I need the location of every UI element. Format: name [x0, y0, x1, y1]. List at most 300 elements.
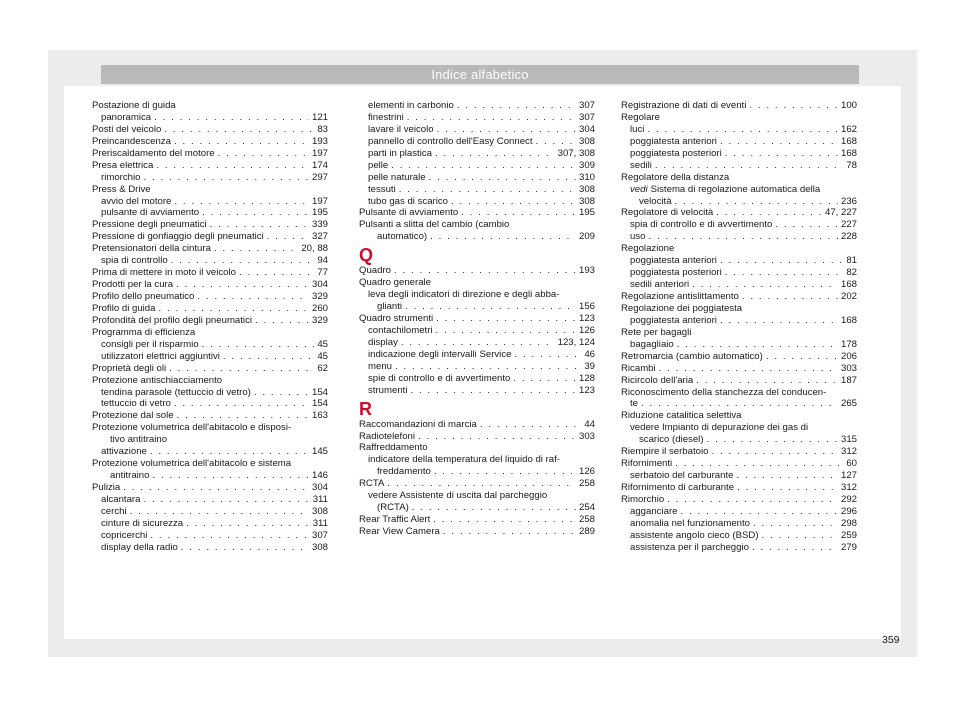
index-term: Rear View Camera — [359, 526, 440, 537]
index-entry — [621, 327, 857, 339]
leader-dots — [395, 361, 581, 373]
index-page-ref: 193 — [578, 265, 595, 277]
index-page-ref: 44 — [584, 418, 595, 430]
index-entry — [621, 410, 857, 422]
index-term: vedere Impianto di depurazione dei gas di — [630, 422, 809, 434]
index-term: Registrazione di dati di eventi — [621, 100, 747, 111]
index-term: Regolatore di velocità — [621, 207, 714, 219]
leader-dots — [181, 542, 309, 554]
index-page-ref: 94 — [317, 255, 328, 267]
index-subentry — [359, 373, 595, 385]
index-term: consigli per il risparmio — [101, 338, 199, 350]
index-subentry — [92, 207, 328, 219]
index-entry — [92, 124, 328, 136]
index-subentry — [359, 502, 595, 514]
index-page-ref: 309 — [578, 159, 595, 171]
index-term: spie di controllo e di avvertimento — [368, 372, 511, 384]
leader-dots — [647, 124, 838, 136]
index-term: lavare il veicolo — [368, 123, 434, 135]
index-subentry — [621, 398, 857, 410]
index-term: indicatore della temperatura del liquido di raf- — [368, 454, 560, 466]
page-header-title: Indice alfabetico — [101, 65, 859, 84]
index-page-ref: 227 — [840, 219, 857, 231]
index-page-ref: 146 — [311, 470, 328, 482]
index-page-ref: 62 — [317, 362, 328, 374]
index-page-ref: 307 — [578, 100, 595, 111]
index-subentry — [359, 361, 595, 373]
index-term: Ricircolo dell'aria — [621, 374, 694, 386]
index-term: alcantara — [101, 493, 141, 505]
leader-dots — [407, 112, 576, 124]
index-entry — [92, 291, 328, 303]
index-subentry — [621, 315, 857, 327]
index-entry — [621, 375, 857, 387]
index-term: poggiatesta anteriori — [630, 135, 717, 147]
index-subentry — [92, 255, 328, 267]
index-subentry — [621, 136, 857, 148]
leader-dots — [436, 325, 576, 337]
index-page-ref: 163 — [311, 410, 328, 422]
index-page-ref: 126 — [578, 324, 595, 336]
index-page-ref: 78 — [846, 159, 857, 171]
leader-dots — [267, 231, 309, 243]
index-subentry — [359, 466, 595, 478]
index-term: automatico) — [377, 231, 428, 243]
leader-dots — [720, 136, 838, 148]
index-term: RCTA — [359, 478, 385, 490]
leader-dots — [736, 470, 838, 482]
index-term: Protezione volumetrica dell'abitacolo e disposi- — [92, 422, 292, 434]
index-subentry — [359, 148, 595, 160]
index-entry — [92, 100, 328, 112]
index-subentry — [621, 279, 857, 291]
index-page-ref: 195 — [578, 207, 595, 219]
index-page-ref: 307 — [311, 529, 328, 541]
index-term: pelle naturale — [368, 171, 426, 183]
index-term: rimorchio — [101, 171, 141, 183]
leader-dots — [412, 502, 576, 514]
index-entry — [359, 514, 595, 526]
index-page-ref: 315 — [840, 434, 857, 446]
index-term: spia di controllo — [101, 255, 168, 267]
index-term: avvio del motore — [101, 195, 172, 207]
index-term: Programma di efficienza — [92, 326, 196, 338]
leader-dots — [197, 291, 309, 303]
leader-dots — [154, 112, 309, 124]
index-term: (RCTA) — [377, 502, 409, 514]
index-page-ref: 307 — [578, 111, 595, 123]
leader-dots — [405, 301, 576, 313]
index-subentry — [359, 231, 595, 243]
index-term: velocità — [639, 195, 672, 207]
index-page-ref: 197 — [311, 195, 328, 207]
index-subentry — [359, 490, 595, 502]
index-term: Profilo di guida — [92, 302, 156, 314]
index-page-ref: 123 — [578, 313, 595, 324]
leader-dots — [186, 518, 310, 530]
index-entry — [621, 112, 857, 124]
index-entry — [621, 446, 857, 458]
index-term: cerchi — [101, 505, 127, 517]
index-term: sedili anteriori — [630, 279, 690, 291]
index-page-ref: 195 — [311, 207, 328, 219]
index-page-ref: 168 — [840, 314, 857, 326]
index-term: tivo antitraino — [110, 434, 168, 446]
index-term: utilizzatori elettrici aggiuntivi — [101, 350, 220, 362]
index-subentry — [359, 184, 595, 196]
index-page-ref: 168 — [840, 135, 857, 147]
index-page-ref: 187 — [840, 374, 857, 386]
index-term: contachilometri — [368, 324, 433, 336]
index-term: parti in plastica — [368, 147, 432, 159]
index-page-ref: 197 — [311, 147, 328, 159]
index-subentry — [621, 184, 857, 196]
index-entry — [621, 303, 857, 315]
index-term: Postazione di guida — [92, 100, 176, 111]
leader-dots — [737, 482, 838, 494]
index-subentry — [92, 470, 328, 482]
index-entry — [92, 243, 328, 255]
index-page-ref: 289 — [578, 526, 595, 537]
index-term: scarico (diesel) — [639, 434, 704, 446]
index-entry — [621, 100, 857, 112]
leader-dots — [210, 219, 309, 231]
index-page-ref: 178 — [840, 338, 857, 350]
index-term: Regolazione antislittamento — [621, 291, 739, 302]
index-entry — [92, 219, 328, 231]
index-entry — [621, 243, 857, 255]
index-term: Regolare — [621, 111, 660, 123]
index-term: sedili — [630, 159, 652, 171]
index-column-2 — [359, 100, 595, 538]
leader-dots — [480, 419, 581, 431]
index-term: Quadro strumenti — [359, 313, 434, 324]
index-entry — [621, 458, 857, 470]
index-term: attivazione — [101, 446, 147, 458]
index-subentry — [621, 542, 857, 554]
index-subentry — [621, 219, 857, 231]
index-page-ref: 174 — [311, 159, 328, 171]
index-page-ref: 260 — [311, 302, 328, 314]
index-term: Rimorchio — [621, 493, 665, 505]
leader-dots — [716, 207, 822, 219]
index-term: poggiatesta posteriori — [630, 267, 722, 279]
index-subentry — [92, 446, 328, 458]
leader-dots — [720, 315, 838, 327]
leader-dots — [434, 466, 576, 478]
index-term: Pressione degli pneumatici — [92, 219, 207, 231]
leader-dots — [202, 339, 315, 351]
index-subentry — [359, 325, 595, 337]
index-subentry — [359, 289, 595, 301]
leader-dots — [436, 313, 576, 325]
leader-dots — [156, 160, 309, 172]
leader-dots — [130, 506, 309, 518]
index-subentry — [359, 454, 595, 466]
leader-dots — [753, 518, 838, 530]
leader-dots — [174, 398, 309, 410]
leader-dots — [655, 160, 843, 172]
index-page-ref: 154 — [311, 398, 328, 410]
index-page-ref: 303 — [840, 362, 857, 374]
index-page-ref: 154 — [311, 386, 328, 398]
index-page-ref: 304 — [578, 123, 595, 135]
index-entry — [92, 458, 328, 470]
leader-dots — [387, 478, 576, 490]
leader-dots — [435, 148, 555, 160]
index-entry — [92, 410, 328, 422]
index-subentry — [359, 196, 595, 208]
index-page-ref: 308 — [311, 541, 328, 553]
index-term: Riempire il serbatoio — [621, 446, 709, 458]
index-section-letter: R — [359, 398, 372, 419]
index-page-ref: 339 — [311, 219, 328, 231]
leader-dots — [725, 148, 838, 160]
index-page-ref: 258 — [578, 514, 595, 526]
index-term: poggiatesta anteriori — [630, 255, 717, 267]
index-term: Protezione antischiacciamento — [92, 374, 223, 386]
index-subentry — [359, 349, 595, 361]
index-entry — [621, 291, 857, 303]
index-entry — [359, 313, 595, 325]
index-entry — [92, 279, 328, 291]
index-subentry — [359, 301, 595, 313]
index-page-ref: 312 — [840, 482, 857, 493]
index-subentry — [92, 530, 328, 542]
index-term: Quadro — [359, 265, 391, 277]
leader-dots — [394, 265, 576, 277]
index-page-ref: 156 — [578, 301, 595, 313]
index-page-ref: 20, 88 — [301, 243, 328, 255]
index-entry — [92, 327, 328, 339]
index-subentry — [92, 494, 328, 506]
index-page-ref: 123, 124 — [557, 336, 595, 348]
index-term: assistente angolo cieco (BSD) — [630, 529, 759, 541]
index-page-ref: 123 — [578, 384, 595, 396]
index-page-ref: 83 — [317, 123, 328, 135]
leader-dots — [169, 363, 314, 375]
index-term: strumenti — [368, 384, 408, 396]
index-subentry — [92, 387, 328, 399]
index-page-ref: 298 — [840, 517, 857, 529]
index-page-ref: 168 — [840, 279, 857, 291]
index-page-ref: 304 — [311, 279, 328, 291]
index-entry — [621, 351, 857, 363]
index-entry — [92, 184, 328, 196]
index-entry — [359, 265, 595, 277]
index-page-ref: 100 — [840, 100, 857, 111]
index-page-ref: 327 — [311, 231, 328, 243]
index-subentry — [92, 542, 328, 554]
index-subentry — [359, 124, 595, 136]
index-page-ref: 308 — [578, 135, 595, 147]
index-term: Rear Traffic Alert — [359, 514, 431, 526]
index-term: pannello di controllo dell'Easy Connect — [368, 135, 533, 147]
index-subentry — [621, 148, 857, 160]
index-subentry — [621, 339, 857, 351]
page-number: 359 — [882, 634, 900, 646]
leader-dots — [143, 494, 309, 506]
leader-dots — [692, 279, 838, 291]
leader-dots — [775, 219, 838, 231]
leader-dots — [433, 514, 576, 526]
leader-dots — [514, 349, 581, 361]
index-page-ref: 297 — [311, 171, 328, 183]
index-term: Preriscaldamento del motore — [92, 147, 215, 159]
leader-dots — [399, 184, 576, 196]
index-term: glianti — [377, 301, 403, 313]
index-entry — [621, 363, 857, 375]
leader-dots — [437, 124, 576, 136]
leader-dots — [696, 375, 838, 387]
index-entry — [359, 219, 595, 231]
index-term: Pulizia — [92, 482, 121, 493]
index-term: Press & Drive — [92, 183, 151, 195]
index-entry — [92, 267, 328, 279]
see-reference: vedi — [630, 183, 648, 195]
index-subentry — [359, 100, 595, 112]
index-page-ref: 311 — [312, 517, 328, 529]
leader-dots — [430, 231, 576, 243]
index-term: Profondità del profilo degli pneumatici — [92, 314, 252, 326]
index-term: assistenza per il parcheggio — [630, 541, 749, 553]
leader-dots — [443, 526, 576, 538]
index-subentry — [92, 172, 328, 184]
index-page-ref: 310 — [578, 171, 595, 183]
index-term: Protezione volumetrica dell'abitacolo e sistema — [92, 458, 292, 470]
index-term: tubo gas di scarico — [368, 195, 448, 207]
index-page-ref: 304 — [311, 482, 328, 493]
index-subentry — [359, 112, 595, 124]
index-term: elementi in carbonio — [368, 100, 454, 111]
index-term: luci — [630, 123, 645, 135]
leader-dots — [410, 385, 576, 397]
index-term: Posti del veicolo — [92, 123, 162, 135]
index-page-ref: 202 — [840, 291, 857, 302]
index-subentry — [92, 434, 328, 446]
index-page-ref: 121 — [311, 111, 328, 123]
index-term: Profilo dello pneumatico — [92, 291, 195, 302]
index-page-ref: 45 — [317, 350, 328, 362]
index-page-ref: 329 — [311, 314, 328, 326]
index-page-ref: 311 — [312, 493, 328, 505]
index-entry — [359, 419, 595, 431]
index-entry — [621, 482, 857, 494]
leader-dots — [152, 470, 309, 482]
index-page-ref: 47, 227 — [824, 207, 857, 219]
index-entry — [359, 526, 595, 538]
index-term: tessuti — [368, 183, 396, 195]
index-term: freddamento — [377, 466, 431, 478]
index-entry — [92, 422, 328, 434]
index-term: Proprietà degli oli — [92, 362, 167, 374]
leader-dots — [150, 530, 309, 542]
leader-dots — [725, 267, 844, 279]
leader-dots — [667, 494, 838, 506]
index-term: Quadro generale — [359, 277, 432, 289]
index-term: Sistema di regolazione automatica della — [650, 183, 821, 195]
index-subentry — [92, 506, 328, 518]
index-subentry — [621, 470, 857, 482]
index-term: Pulsanti a slitta del cambio (cambio — [359, 219, 510, 231]
index-entry — [359, 478, 595, 490]
index-page-ref: 279 — [840, 541, 857, 553]
index-term: panoramica — [101, 111, 152, 123]
index-entry — [359, 442, 595, 454]
index-subentry — [621, 255, 857, 267]
index-page-ref: 39 — [584, 360, 595, 372]
index-page-ref: 209 — [578, 231, 595, 243]
index-subentry — [92, 112, 328, 124]
leader-dots — [675, 458, 843, 470]
index-page-ref: 236 — [840, 195, 857, 207]
leader-dots — [202, 207, 309, 219]
index-page-ref: 77 — [317, 267, 328, 279]
leader-dots — [641, 398, 838, 410]
index-term: agganciare — [630, 505, 678, 517]
index-entry — [92, 160, 328, 172]
leader-dots — [174, 136, 309, 148]
leader-dots — [536, 136, 576, 148]
index-entry — [359, 431, 595, 443]
index-subentry — [621, 422, 857, 434]
index-term: Regolazione — [621, 243, 675, 255]
leader-dots — [762, 530, 838, 542]
index-term: Retromarcia (cambio automatico) — [621, 350, 763, 362]
index-entry — [621, 172, 857, 184]
index-subentry — [621, 267, 857, 279]
index-page-ref: 254 — [578, 502, 595, 514]
leader-dots — [254, 387, 309, 399]
index-page-ref: 126 — [578, 466, 595, 478]
leader-dots — [659, 363, 838, 375]
index-term: Protezione dal sole — [92, 410, 174, 422]
index-entry — [92, 363, 328, 375]
index-term: Ricambi — [621, 362, 656, 374]
leader-dots — [164, 124, 314, 136]
index-column-3 — [621, 100, 857, 554]
index-subentry — [92, 196, 328, 208]
leader-dots — [176, 279, 309, 291]
leader-dots — [720, 255, 843, 267]
leader-dots — [707, 434, 838, 446]
leader-dots — [223, 351, 314, 363]
leader-dots — [177, 410, 309, 422]
index-term: spia di controllo e di avvertimento — [630, 219, 773, 231]
index-term: Regolatore della distanza — [621, 171, 730, 183]
index-term: vedere Assistente di uscita dal parcheggio — [368, 490, 548, 502]
leader-dots — [752, 542, 838, 554]
index-term: Presa elettrica — [92, 159, 154, 171]
index-subentry — [621, 434, 857, 446]
index-term: menu — [368, 360, 392, 372]
index-section-letter: Q — [359, 245, 374, 266]
leader-dots — [123, 482, 309, 494]
index-page-ref: 45 — [317, 338, 328, 350]
index-term: bagagliaio — [630, 338, 674, 350]
index-page-ref: 292 — [840, 493, 857, 505]
index-page-ref: 308 — [578, 183, 595, 195]
index-term: indicazione degli intervalli Service — [368, 348, 512, 360]
index-term: Pretensionatori della cintura — [92, 243, 211, 255]
index-term: uso — [630, 231, 646, 243]
leader-dots — [766, 351, 838, 363]
index-subentry — [621, 160, 857, 172]
index-term: Preincandescenza — [92, 135, 171, 147]
index-page-ref: 308 — [578, 195, 595, 207]
leader-dots — [214, 243, 298, 255]
index-term: Regolazione dei poggiatesta — [621, 302, 743, 314]
